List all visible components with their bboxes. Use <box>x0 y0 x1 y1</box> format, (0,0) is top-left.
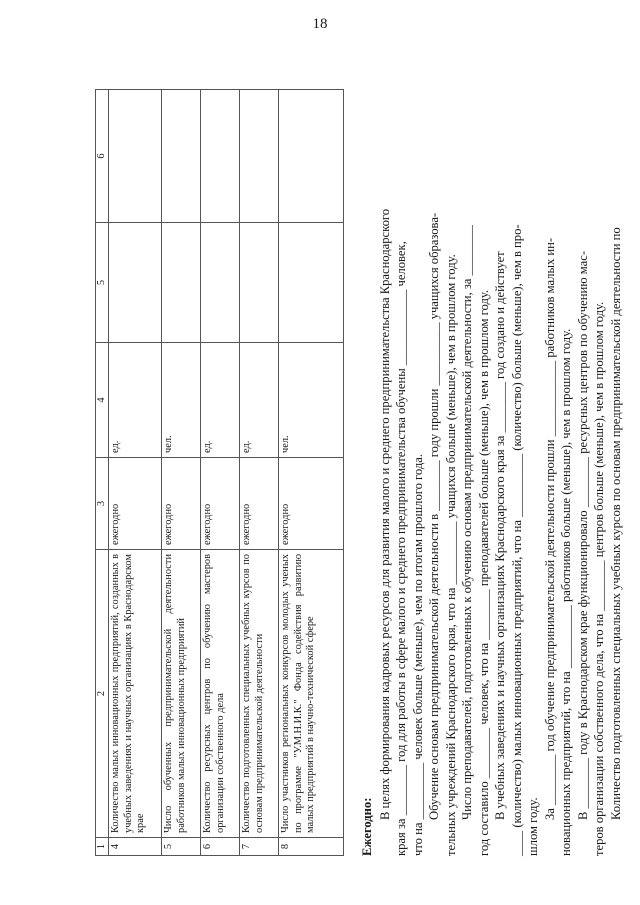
table-row <box>201 90 240 856</box>
rotated-page-content <box>95 54 623 878</box>
row-description: Число участников региональных конкурсов молодых ученых по программе "У.М.Н.И.К." Фонда содействия развитию малых предприятий в научно-технической сфере <box>279 550 344 838</box>
text-line: год составило ________ человек, что на ________ преподавателей больше (меньше), чем в прошлом году. <box>476 289 491 856</box>
text-line: Количество подготовленных специальных учебных курсов по основам предпринимательской деятельности по <box>608 227 623 820</box>
table-row <box>162 90 201 856</box>
report-text <box>359 90 624 856</box>
row-col5 <box>279 223 344 343</box>
table-header-cell: 5 <box>96 223 109 343</box>
text-line: края за ________ год для работы в сфере малого и среднего предпринимательства обучены ____________ человек, <box>394 241 408 856</box>
row-col6 <box>279 90 344 223</box>
table-header-cell: 3 <box>96 458 109 550</box>
row-description: Количество ресурсных центров по обучению мастеров организации собственного дела <box>201 550 240 838</box>
row-number: 6 <box>201 838 240 856</box>
section-heading: Ежегодно: <box>360 797 374 856</box>
table-header-cell: 2 <box>96 550 109 838</box>
row-description: Количество подготовленных специальных учебных курсов по основам предпринимательской деятельности <box>240 550 279 838</box>
row-col6 <box>201 90 240 223</box>
row-description: Количество малых инновационных предприятий, созданных в учебных заведениях и научных организациях в Краснодарском крае <box>109 550 162 838</box>
text-line: шлом году. <box>526 797 540 856</box>
row-unit: чел. <box>162 343 201 458</box>
row-unit: ед. <box>201 343 240 458</box>
row-col5 <box>201 223 240 343</box>
row-col5 <box>240 223 279 343</box>
row-unit: чел. <box>279 343 344 458</box>
indicators-table <box>95 89 344 856</box>
table-row <box>109 90 162 856</box>
table-header-cell: 1 <box>96 838 109 856</box>
row-number: 5 <box>162 838 201 856</box>
row-unit: ед. <box>240 343 279 458</box>
row-period: ежегодно <box>109 458 162 550</box>
table-header-cell: 4 <box>96 343 109 458</box>
row-period: ежегодно <box>240 458 279 550</box>
text-line: В ________ году в Краснодарском крае функционировало ________ ресурсных центров по обучению мас- <box>575 250 590 820</box>
row-col5 <box>109 223 162 343</box>
table-header-row <box>96 90 109 856</box>
text-line: новационных предприятий, что на __________ работников больше (меньше), чем в прошлом году. <box>559 328 573 856</box>
row-period: ежегодно <box>162 458 201 550</box>
text-line: ____ (количество) малых инновационных предприятий, что на __________ (количество) больше (меньше), чем в про- <box>509 224 524 856</box>
row-description: Число обученных предпринимательской деятельности работников малых инновационных предприятий <box>162 550 201 838</box>
text-line: Число преподавателей, подготовленных к обучению основам предпринимательской деятельности, за ________ <box>460 225 474 820</box>
row-col5 <box>162 223 201 343</box>
table-row <box>240 90 279 856</box>
row-number: 7 <box>240 838 279 856</box>
row-period: ежегодно <box>279 458 344 550</box>
table-header-cell: 6 <box>96 90 109 223</box>
row-number: 8 <box>279 838 344 856</box>
row-period: ежегодно <box>201 458 240 550</box>
row-col6 <box>109 90 162 223</box>
row-number: 4 <box>109 838 162 856</box>
page-number: 18 <box>312 16 328 32</box>
text-line: тельных учреждений Краснодарского края, что на __________ учащихся больше (меньше), чем в прошлом году. <box>443 254 458 856</box>
text-line: Обучение основам предпринимательской деятельности в ________ году прошли __________ учащихся образова- <box>427 212 441 820</box>
text-line: За ________ год обучение предпринимательской деятельности прошли ____________ работников малых ин- <box>542 237 557 820</box>
text-line: теров организации собственного дела, что на ________ центров больше (меньше), чем в прошлом году. <box>592 301 606 856</box>
table-row <box>279 90 344 856</box>
row-col6 <box>240 90 279 223</box>
row-col6 <box>162 90 201 223</box>
text-line: что на _________ человек больше (меньше), чем по итогам прошлого года. <box>410 454 425 856</box>
text-line: В целях формирования кадровых ресурсов для развития малого и среднего предпринимательства Краснодарского <box>377 208 392 820</box>
row-unit: ед. <box>109 343 162 458</box>
text-line: В учебных заведениях и научных организациях Краснодарского края за ________ год создано и действует <box>493 251 507 820</box>
